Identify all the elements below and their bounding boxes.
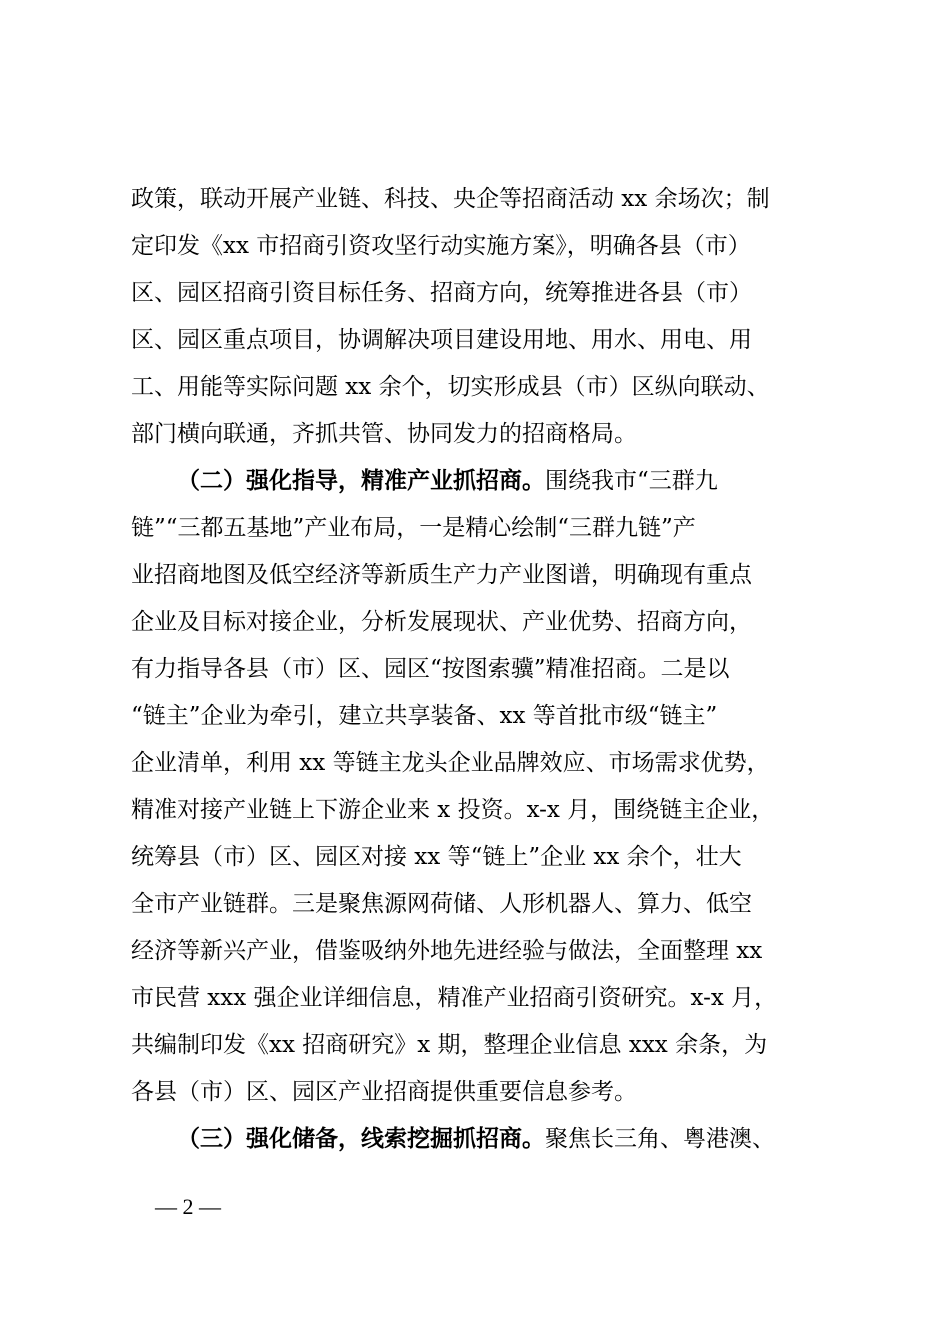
- paragraph-line: 部门横向联通，齐抓共管、协同发力的招商格局。: [131, 421, 637, 447]
- paragraph-line: 共编制印发《xx 招商研究》x 期，整理企业信息 xxx 余条，为: [131, 1032, 768, 1058]
- paragraph-line: 经济等新兴产业，借鉴吸纳外地先进经验与做法，全面整理 xx: [131, 938, 763, 964]
- paragraph-line: 区、园区重点项目，协调解决项目建设用地、用水、用电、用: [131, 327, 752, 353]
- paragraph-line: 有力指导各县（市）区、园区“按图索骥”精准招商。二是以: [131, 656, 730, 682]
- paragraph-line: 业招商地图及低空经济等新质生产力产业图谱，明确现有重点: [131, 562, 752, 588]
- page-number: — 2 —: [155, 1194, 221, 1219]
- paragraph-first-line: [177, 1124, 775, 1154]
- section-heading: （三）强化储备，线索挖掘抓招商。: [177, 1125, 545, 1152]
- paragraph-first-line: [177, 466, 718, 496]
- paragraph-line: 工、用能等实际问题 xx 余个，切实形成县（市）区纵向联动、: [131, 374, 770, 400]
- paragraph-line: 市民营 xxx 强企业详细信息，精准产业招商引资研究。x-x 月，: [131, 985, 778, 1011]
- paragraph-line: 链”“三都五基地”产业布局，一是精心绘制“三群九链”产: [131, 515, 696, 541]
- paragraph-line: 各县（市）区、园区产业招商提供重要信息参考。: [131, 1079, 637, 1105]
- paragraph-line: 政策，联动开展产业链、科技、央企等招商活动 xx 余场次；制: [131, 186, 770, 212]
- paragraph-line: 统筹县（市）区、园区对接 xx 等“链上”企业 xx 余个，壮大: [131, 844, 742, 870]
- paragraph-line: “链主”企业为牵引，建立共享装备、xx 等首批市级“链主”: [131, 703, 718, 729]
- section-heading: （二）强化指导，精准产业抓招商。: [177, 467, 545, 494]
- paragraph-text: 围绕我市“三群九: [545, 468, 718, 494]
- paragraph-line: 精准对接产业链上下游企业来 x 投资。x-x 月，围绕链主企业，: [131, 797, 775, 823]
- paragraph-line: 定印发《xx 市招商引资攻坚行动实施方案》，明确各县（市）: [131, 233, 751, 259]
- paragraph-line: 全市产业链群。三是聚焦源网荷储、人形机器人、算力、低空: [131, 891, 752, 917]
- paragraph-text: 聚焦长三角、粤港澳、: [545, 1126, 775, 1152]
- paragraph-line: 区、园区招商引资目标任务、招商方向，统筹推进各县（市）: [131, 280, 752, 306]
- paragraph-line: 企业及目标对接企业，分析发展现状、产业优势、招商方向，: [131, 609, 752, 635]
- paragraph-line: 企业清单，利用 xx 等链主龙头企业品牌效应、市场需求优势，: [131, 750, 770, 776]
